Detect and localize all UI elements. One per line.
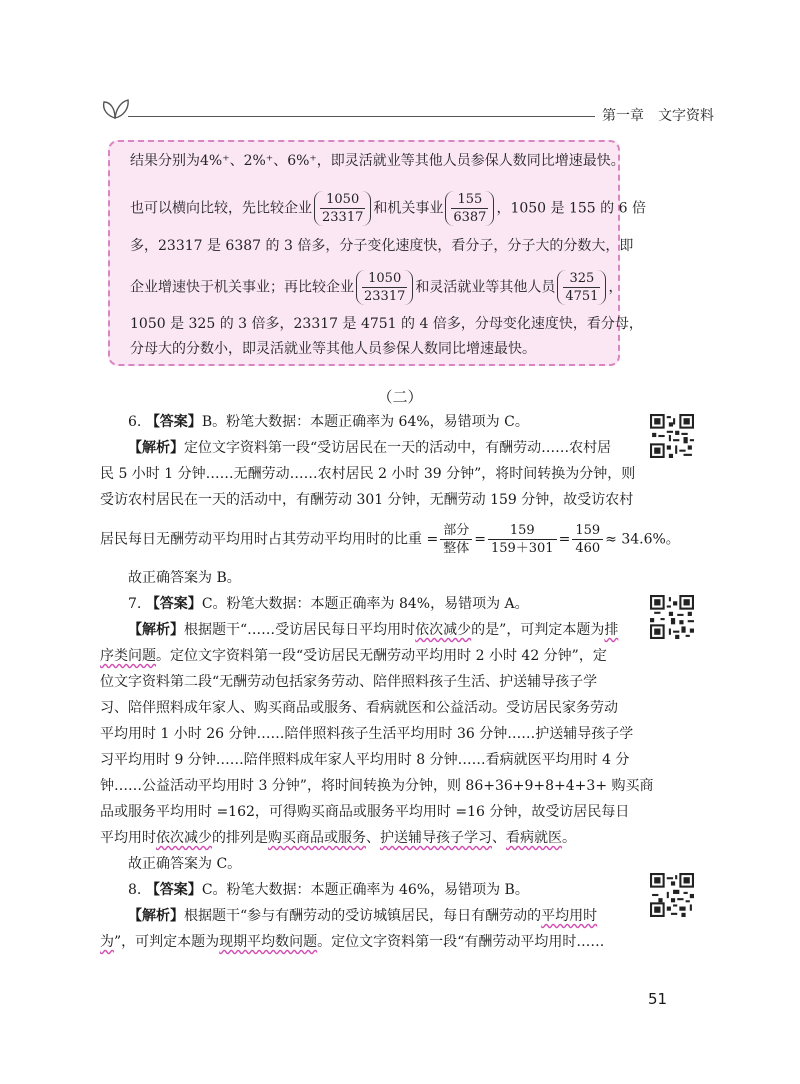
box-line-6: 分母大的分数小，即灵活就业等其他人员参保人数同比增速最快。 (130, 341, 536, 357)
fraction-155-6387: $\frac{155}{6387}$ (445, 191, 494, 226)
q8-explain-2: 为”，可判定本题为现期平均数问题。定位文字资料第一段“有酬劳动平均用时…… (100, 934, 605, 950)
fraction-325-4751: $\frac{325}{4751}$ (557, 270, 606, 305)
qr-code-icon[interactable] (650, 873, 694, 917)
header-rule (128, 116, 595, 117)
q7-conclusion: 故正确答案为 C。 (128, 856, 242, 872)
q7-explain-4: 习、陪伴照料成年家人、购买商品或服务、看病就医和公益活动。受访居民家务劳动 (100, 700, 618, 716)
page-number: 51 (648, 990, 668, 1008)
q6-conclusion: 故正确答案为 B。 (128, 570, 241, 586)
q7-explain-5: 平均用时 1 小时 26 分钟……陪伴照料孩子生活平均用时 36 分钟……护送辅导孩子学 (100, 726, 634, 742)
fraction-1050-23317-b: $\frac{1050}{23317}$ (356, 270, 413, 305)
q8-answer: 8. 【答案】C。粉笔大数据：本题正确率为 46%，易错项为 B。 (128, 882, 529, 898)
q7-explain-2: 序类问题。定位文字资料第一段“受访居民无酬劳动平均用时 2 小时 42 分钟”，定 (100, 648, 607, 664)
chapter-number: 第一章 (602, 108, 644, 124)
q7-explain-7: 钟……公益活动平均用时 3 分钟”，将时间转换为分钟，则 86+36+9+8+4+3+ 购买商 (100, 778, 654, 794)
answer-tag: 【答案】 (145, 414, 202, 430)
q7-explain-1: 【解析】根据题干“……受访居民每日平均用时依次减少的是”，可判定本题为排 (128, 622, 619, 638)
fraction-1050-23317: $\frac{1050}{23317}$ (314, 191, 371, 226)
q7-explain-3: 位文字资料第二段“无酬劳动包括家务劳动、陪伴照料孩子生活、护送辅导孩子学 (100, 674, 598, 690)
q7-explain-9: 平均用时依次减少的排列是购买商品或服务、护送辅导孩子学习、看病就医。 (100, 830, 576, 846)
chapter-title: 文字资料 (658, 108, 714, 124)
box-line-5: 1050 是 325 的 3 倍多，23317 是 4751 的 4 倍多，分母变化速度快，看分母， (130, 316, 643, 332)
explain-tag: 【解析】 (128, 440, 184, 456)
q7-explain-8: 品或服务平均用时 =162，可得购买商品或服务平均用时 =16 分钟，故受访居民每日 (100, 804, 630, 820)
fraction-159-459: $\frac{159}{159+301}$ (488, 522, 557, 557)
leaf-icon (98, 96, 132, 120)
q6-explain-3: 受访农村居民在一天的活动中，有酬劳动 301 分钟，无酬劳动 159 分钟，故受访农村 (100, 492, 634, 508)
chapter-label (602, 105, 714, 125)
qr-code-icon[interactable] (650, 414, 694, 458)
q6-explain-2: 民 5 小时 1 分钟……无酬劳动……农村居民 2 小时 39 分钟”，将时间转换为分钟，则 (100, 466, 636, 482)
box-line-3: 多，23317 是 6387 的 3 倍多，分子变化速度快，看分子，分子大的分数大，即 (130, 238, 634, 254)
qr-code-icon[interactable] (650, 595, 694, 639)
q7-explain-6: 习平均用时 9 分钟……陪伴照料成年家人平均用时 8 分钟……看病就医平均用时 4 分 (100, 752, 630, 768)
q8-explain-1: 【解析】根据题干“参与有酬劳动的受访城镇居民，每日有酬劳动的平均用时 (128, 908, 598, 924)
q6-explain-1: 【解析】定位文字资料第一段“受访居民在一天的活动中，有酬劳动……农村居 (128, 440, 612, 456)
fraction-part-whole: $\frac{\text{部分}}{\text{整体}}$ (440, 522, 472, 557)
box-line-2: 也可以横向比较，先比较企业 $\frac{1050}{23317}$ 和机关事业 $\frac{155}{6387}$ ，1050 是 155 的 6 倍 (130, 192, 646, 225)
box-line-1: 结果分别为4%⁺、2%⁺、6%⁺，即灵活就业等其他人员参保人数同比增速最快。 (130, 153, 625, 169)
q7-answer: 7. 【答案】C。粉笔大数据：本题正确率为 84%，易错项为 A。 (128, 596, 529, 612)
section-title: （二） (377, 388, 423, 406)
q6-answer: 6. 【答案】B。粉笔大数据：本题正确率为 64%，易错项为 C。 (128, 414, 529, 430)
fraction-159-460: $\frac{159}{460}$ (572, 522, 603, 557)
box-line-4: 企业增速快于机关事业；再比较企业 $\frac{1050}{23317}$ 和灵活就业等其他人员 $\frac{325}{4751}$ ， (130, 271, 623, 304)
q6-explain-4: 居民每日无酬劳动平均用时占其劳动平均用时的比重 = $\frac{\text{部分}}{\text{整体}}$ = $\frac{159}{159+301}$ = $\frac{159}{460}$ ≈ 34.6%。 (100, 523, 680, 556)
page-header (0, 96, 800, 126)
